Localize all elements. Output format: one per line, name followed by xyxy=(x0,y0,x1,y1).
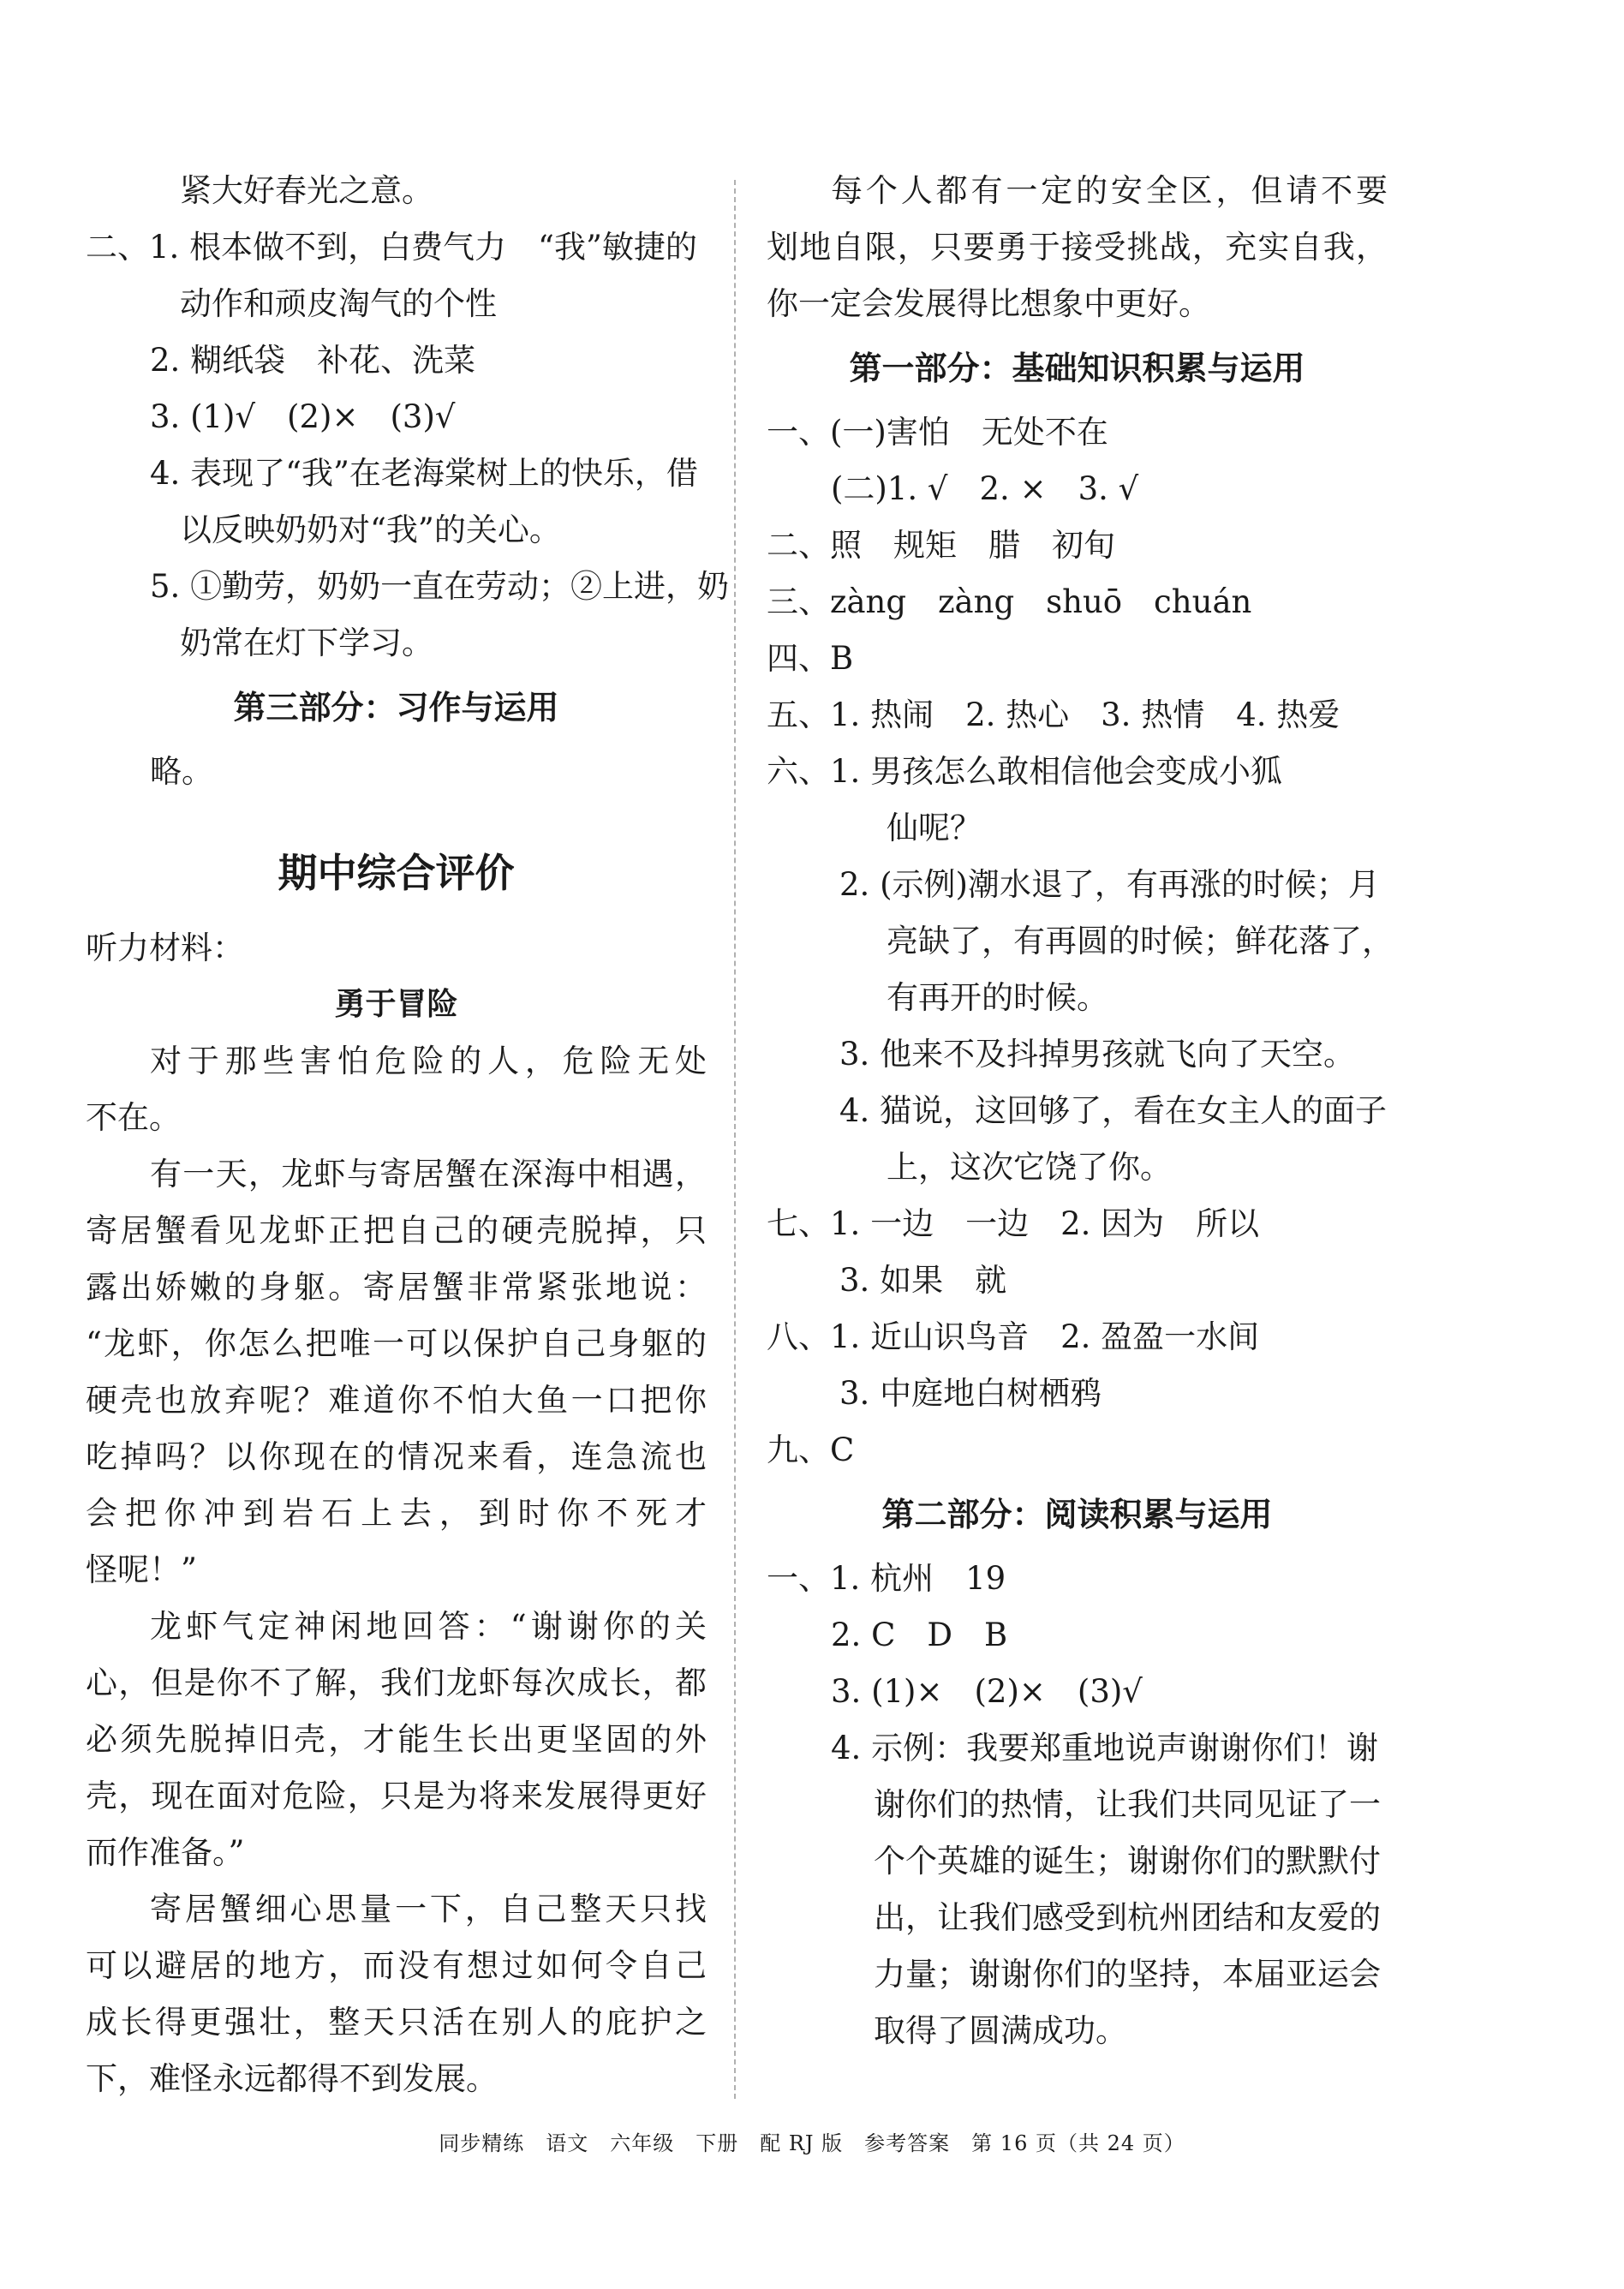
story-line: 不在。 xyxy=(86,1099,181,1136)
story-line: 成长得更强壮，整天只活在别人的庇护之 xyxy=(86,2004,707,2041)
story-line: 心，但是你不了解，我们龙虾每次成长，都 xyxy=(86,1664,707,1701)
story-line: 必须先脱掉旧壳，才能生长出更坚固的外 xyxy=(86,1721,707,1758)
text-line: 仙呢？ xyxy=(887,810,982,846)
answer-item: 4. 猫说，这回够了，看在女主人的面子 xyxy=(839,1092,1388,1129)
page-footer: 同步精练 语文 六年级 下册 配 RJ 版 参考答案 第 16 页（共 24 页） xyxy=(439,2131,1185,2155)
answer-item: 3. 如果 就 xyxy=(839,1262,1007,1299)
answer-item: 三、zàng zàng shuō chuán xyxy=(767,583,1252,620)
text-line: 谢你们的热情，让我们共同见证了一 xyxy=(874,1786,1381,1823)
story-line: 寄居蟹看见龙虾正把自己的硬壳脱掉，只 xyxy=(86,1212,707,1249)
story-line: 龙虾气定神闲地回答：“谢谢你的关 xyxy=(150,1608,707,1645)
answer-item: 2. (示例)潮水退了，有再涨的时候；月 xyxy=(839,866,1380,903)
answer-item: (二)1. √ 2. × 3. √ xyxy=(831,470,1139,507)
text-line: 个个英雄的诞生；谢谢你们的默默付 xyxy=(874,1843,1381,1880)
answer-item: 2. C D B xyxy=(831,1617,1008,1653)
answer-item: 3. 中庭地白树栖鸦 xyxy=(839,1375,1102,1412)
text-line: 亮缺了，有再圆的时候；鲜花落了， xyxy=(887,923,1394,959)
answer-item: 3. (1)× (2)× (3)√ xyxy=(831,1673,1143,1710)
answer-item: 5. ①勤劳，奶奶一直在劳动；②上进，奶 xyxy=(150,568,730,605)
right-column xyxy=(767,163,1394,2059)
story-line: 你一定会发展得比想象中更好。 xyxy=(767,285,1210,322)
answer-item: 四、B xyxy=(767,640,854,677)
answer-item: 九、C xyxy=(767,1431,855,1468)
story-line: 怪呢！” xyxy=(86,1551,197,1588)
section-heading-reading: 第二部分：阅读积累与运用 xyxy=(881,1496,1273,1533)
story-line: 吃掉吗？以你现在的情况来看，连急流也 xyxy=(86,1438,707,1475)
answer-item: 七、1. 一边 一边 2. 因为 所以 xyxy=(767,1205,1260,1242)
section-heading-writing: 第三部分：习作与运用 xyxy=(233,689,559,726)
story-line: 而作准备。” xyxy=(86,1834,245,1871)
text-line: 动作和顽皮淘气的个性 xyxy=(180,285,497,322)
answer-item: 3. 他来不及抖掉男孩就飞向了天空。 xyxy=(839,1036,1356,1073)
answer-item: 二、照 规矩 腊 初旬 xyxy=(767,527,1115,564)
answer-item: 2. 糊纸袋 补花、洗菜 xyxy=(150,342,476,379)
story-line: 对于那些害怕危险的人，危险无处 xyxy=(150,1043,707,1079)
text-line: 出，让我们感受到杭州团结和友爱的 xyxy=(874,1899,1381,1936)
story-line: 寄居蟹细心思量一下，自己整天只找 xyxy=(150,1891,707,1927)
story-line: 有一天，龙虾与寄居蟹在深海中相遇， xyxy=(150,1156,707,1192)
text-line: 略。 xyxy=(150,753,213,790)
story-line: 下，难怪永远都得不到发展。 xyxy=(86,2060,498,2097)
story-line: 可以避居的地方，而没有想过如何令自己 xyxy=(86,1947,707,1984)
story-line: 壳，现在面对危险，只是为将来发展得更好 xyxy=(86,1778,707,1814)
story-line: 会把你冲到岩石上去，到时你不死才 xyxy=(86,1495,707,1532)
column-divider xyxy=(734,180,736,2099)
listening-label: 听力材料： xyxy=(86,929,244,966)
answer-item: 4. 表现了“我”在老海棠树上的快乐，借 xyxy=(150,455,698,492)
answer-item: 五、1. 热闹 2. 热心 3. 热情 4. 热爱 xyxy=(767,696,1340,733)
text-line: 紧大好春光之意。 xyxy=(180,172,433,209)
story-line: 每个人都有一定的安全区，但请不要 xyxy=(831,172,1388,209)
answer-item: 一、1. 杭州 19 xyxy=(767,1560,1006,1597)
answer-item: 一、(一)害怕 无处不在 xyxy=(767,414,1108,451)
story-line: 硬壳也放弃呢？难道你不怕大鱼一口把你 xyxy=(86,1382,707,1419)
text-line: 奶常在灯下学习。 xyxy=(180,625,433,661)
text-line: 力量；谢谢你们的坚持，本届亚运会 xyxy=(874,1956,1381,1993)
text-line: 以反映奶奶对“我”的关心。 xyxy=(180,511,561,548)
answer-item: 二、1. 根本做不到，白费气力 “我”敏捷的 xyxy=(86,229,697,266)
answer-item: 六、1. 男孩怎么敢相信他会变成小狐 xyxy=(767,753,1283,790)
text-line: 上，这次它饶了你。 xyxy=(887,1149,1172,1186)
answer-item: 3. (1)√ (2)× (3)√ xyxy=(150,398,456,435)
text-line: 有再开的时候。 xyxy=(887,979,1108,1016)
text-line: 取得了圆满成功。 xyxy=(874,2012,1127,2049)
story-line: “龙虾，你怎么把唯一可以保护自己身躯的 xyxy=(86,1325,707,1362)
answer-item: 4. 示例：我要郑重地说声谢谢你们！谢 xyxy=(831,1730,1379,1766)
exam-title: 期中综合评价 xyxy=(278,850,515,896)
section-heading-basics: 第一部分：基础知识积累与运用 xyxy=(849,350,1305,387)
answer-item: 八、1. 近山识鸟音 2. 盈盈一水间 xyxy=(767,1318,1260,1355)
story-title: 勇于冒险 xyxy=(334,987,458,1022)
left-column xyxy=(86,163,730,2107)
story-line: 露出娇嫩的身躯。寄居蟹非常紧张地说： xyxy=(86,1269,707,1306)
story-line: 划地自限，只要勇于接受挑战，充实自我， xyxy=(767,229,1388,266)
